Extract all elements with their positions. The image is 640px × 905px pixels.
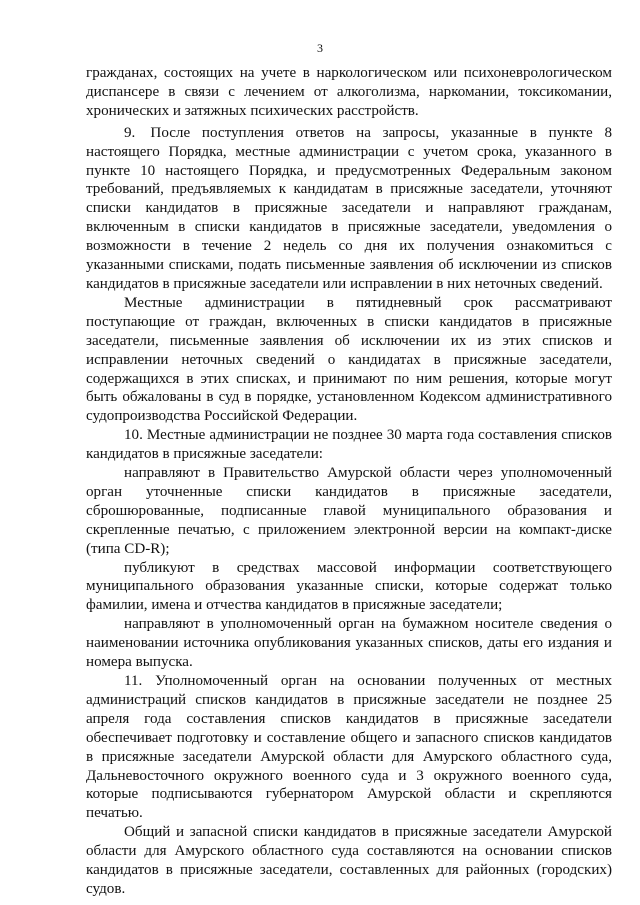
paragraph-publication-info: направляют в уполномоченный орган на бумажном носителе сведения о наименовании источника опубликования указанных списков, даты его издания и номера выпуска. bbox=[86, 616, 612, 671]
paragraph-item-11: 11. Уполномоченный орган на основании полученных от местных администраций списков кандидатов в присяжные заседатели не позднее 25 апреля года составления списков кандидатов в присяжные заседатели обеспечивает подготовку и составление общего и запасного списков кандидатов в присяжные заседатели Амурской области для Амурского областного суда, Дальневосточного окружного военного суда и 3 окружного военного суда, которые подписываются губернатором Амурской области и скрепляются печатью. bbox=[86, 673, 612, 822]
paragraph-continuation: гражданах, состоящих на учете в наркологическом или психоневрологическом диспансере в связи с лечением от алкоголизма, наркомании, токсикомании, хронических и затяжных психических расстройств. bbox=[86, 65, 612, 119]
paragraph-item-10: 10. Местные администрации не позднее 30 марта года составления списков кандидатов в присяжные заседатели: bbox=[86, 427, 612, 463]
paragraph-send-lists: направляют в Правительство Амурской области через уполномоченный орган уточненные списки кандидатов в присяжные заседатели, сброшюрованные, подписанные главой муниципального образования и скрепленные печатью, с приложением электронной версии на компакт-диске (типа CD-R); bbox=[86, 465, 612, 557]
document-body bbox=[86, 64, 612, 899]
paragraph-item-9: 9. После поступления ответов на запросы, указанные в пункте 8 настоящего Порядка, местные администрации с учетом срока, указанного в пункте 10 настоящего Порядка, и предусмотренных Федеральным законом требований, предъявляемых к кандидатам в присяжные заседатели, уточняют списки кандидатов в присяжные заседатели и направляют гражданам, включенным в списки кандидатов в присяжные заседатели, уведомления о возможности в течение 2 недель со дня их получения ознакомиться с указанными списками, подать письменные заявления об исключении из списков кандидатов в присяжные заседатели или исправлении в них неточных сведений. bbox=[86, 124, 612, 292]
page-number: 3 bbox=[317, 41, 323, 55]
paragraph-publish-lists: публикуют в средствах массовой информации соответствующего муниципального образования указанные списки, которые содержат только фамилии, имена и отчества кандидатов в присяжные заседатели; bbox=[86, 559, 612, 614]
paragraph-general-reserve-lists: Общий и запасной списки кандидатов в присяжные заседатели Амурской области для Амурского областного суда составляются на основании списков кандидатов в присяжные заседатели, составленных для районных (городских) судов. bbox=[86, 824, 612, 897]
paragraph-review-applications: Местные администрации в пятидневный срок рассматривают поступающие от граждан, включенных в списки кандидатов в присяжные заседатели, письменные заявления об исключении их из этих списков и исправлении неточных сведений о кандидатах в присяжные заседатели, содержащихся в этих списках, и принимают по ним решения, которые могут быть обжалованы в суд в порядке, установленном Кодексом административного судопроизводства Российской Федерации. bbox=[86, 294, 612, 425]
